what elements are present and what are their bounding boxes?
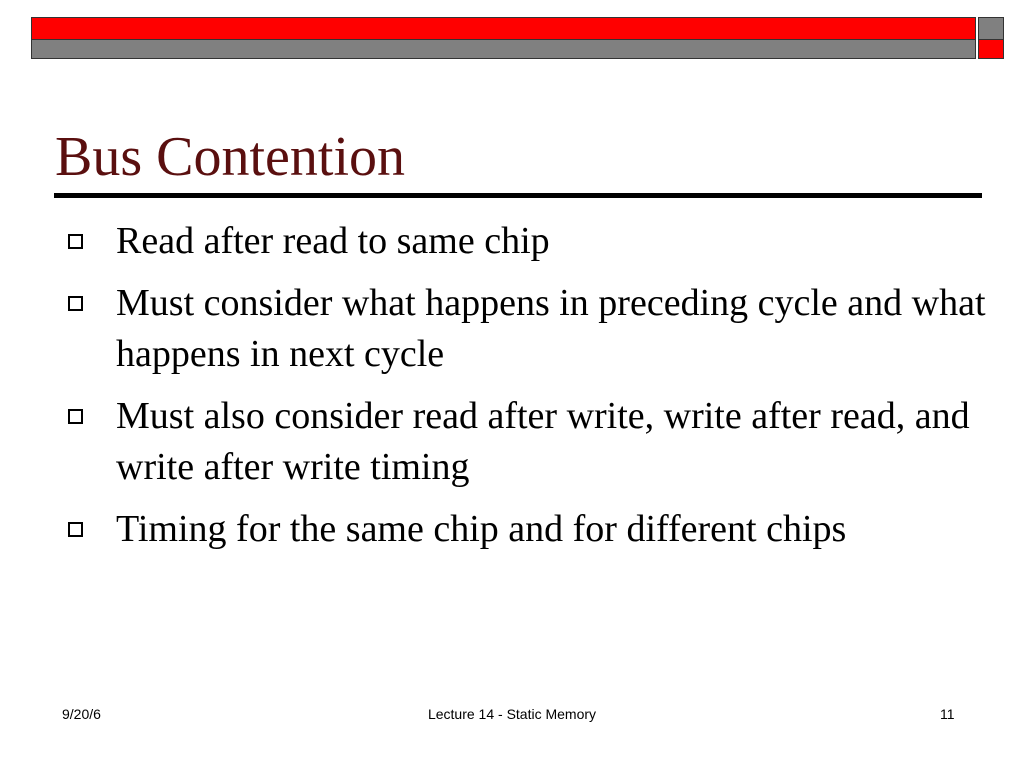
footer-title: Lecture 14 - Static Memory bbox=[427, 706, 597, 722]
title-underline bbox=[54, 193, 982, 198]
hollow-square-icon bbox=[68, 234, 83, 249]
bullet-list bbox=[66, 216, 986, 566]
header-bar-red bbox=[31, 17, 976, 40]
bullet-item bbox=[66, 504, 986, 555]
slide-title: Bus Contention bbox=[55, 126, 406, 188]
footer-date: 9/20/6 bbox=[62, 706, 101, 722]
bullet-text: Must also consider read after write, write after read, and write after write timing bbox=[116, 395, 970, 488]
header-corner-red bbox=[978, 40, 1004, 59]
hollow-square-icon bbox=[68, 409, 83, 424]
bullet-item bbox=[66, 278, 986, 380]
hollow-square-icon bbox=[68, 522, 83, 537]
bullet-text: Timing for the same chip and for different chips bbox=[116, 508, 847, 550]
bullet-item bbox=[66, 216, 986, 267]
bullet-text: Read after read to same chip bbox=[116, 220, 550, 262]
header-bar-gray bbox=[31, 40, 976, 59]
hollow-square-icon bbox=[68, 296, 83, 311]
bullet-item bbox=[66, 391, 986, 493]
bullet-text: Must consider what happens in preceding cycle and what happens in next cycle bbox=[116, 282, 986, 375]
header-corner-gray bbox=[978, 17, 1004, 40]
slide-number: 11 bbox=[940, 706, 955, 722]
